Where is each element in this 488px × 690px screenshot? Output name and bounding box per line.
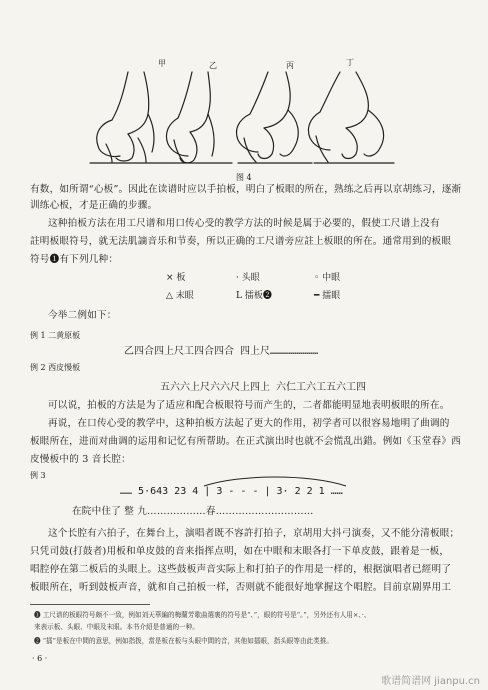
body-line-b1: 可以说，拍板的方法是为了适应和配合板眼符号而产生的，二者都能明显地表明板眼的所在。 xyxy=(48,400,450,411)
figure-label-bing: 丙 xyxy=(286,61,294,70)
body-line-c3: 唱腔停在第二板后的头眼上。这些鼓板声音实际上和打拍子的作用是一样的，根据演唱者已經明了 xyxy=(30,564,452,575)
example-1-notes: 乙四合四上尺工四合四合 四上尺…………………… xyxy=(124,346,319,357)
hand-illustrations xyxy=(88,68,408,166)
body-line-c4: 板眼所在，听到鼓板声音，就和自己拍板一样，否则就不能很好地掌握这个唱腔。目前京剧界用工 xyxy=(30,582,452,593)
body-line-c1: 这个长腔有六拍子，在舞台上，演唱者既不容許打拍子，京胡用大抖弓演奏，又不能分清板眼； xyxy=(48,528,460,539)
figure-label-yi: 乙 xyxy=(209,61,217,70)
footnote-1a: ❶ 工尺谱的板眼符号颇不一致，例如刘天華編的梅蘭芳歌曲選裏的符号是“、”，眼的符号是“。”，另外还有人用×、·、 xyxy=(34,611,371,619)
symbol-leiban: L 擂板❷ xyxy=(236,291,272,301)
example-2-label: 例 2 西皮慢板 xyxy=(30,363,81,372)
body-line-a2: 训练心板，才是正确的步骤。 xyxy=(30,200,158,211)
figure-caption: 图 4 xyxy=(236,173,252,182)
figure-label-ding: 丁 xyxy=(346,58,354,67)
symbol-zhongyan: ◦ 中眼 xyxy=(314,273,341,283)
symbol-leiyan: ━ 擂眼 xyxy=(314,291,341,301)
example-3-notes: …… 5·643 23 4 | 3 - - - | 3· 2 2 1 …… xyxy=(120,486,343,497)
body-line-a4: 註明板眼符号，就无法肌謫音乐和节奏，所以正确的工尺谱旁应註上板眼的所在。通常用到的板眼 xyxy=(30,236,452,247)
example-2-notes: 五六六上尺六六尺上四上 六仁工六工五六工四 xyxy=(160,382,367,393)
body-line-b3: 板眼所在，进而对曲调的运用和记忆有所帮助。在正式演出时也就不会慌乱出錯。例如《玉堂春》西 xyxy=(30,436,461,447)
body-line-b2: 再说，在口传心受的教学中，这种拍板方法起了更大的作用，初学者可以很容易地明了曲调的 xyxy=(48,418,450,429)
footnote-1b: 来表示板、头眼、中眼及末眼。本书介紹是普通的一种。 xyxy=(34,623,199,631)
example-3-lyric: 在院中住了 整 九………………春………………………… xyxy=(72,506,314,517)
body-line-a3: 这种拍板方法在用工尺谱和用口传心受的教学方法的时候是属于必要的，假使工尺谱上没有 xyxy=(48,218,440,229)
symbol-touyan: · 头眼 xyxy=(236,273,260,283)
body-line-c2: 只凭司鼓(打鼓者)用板和单皮鼓的音来指挥点明，如在中眼和末眼各打一下单皮鼓，跟着是一板， xyxy=(30,546,450,557)
footnote-2: ❷ “擂”是板在中間的意思，例如指拨，當是板在板与头眼中間的音，其他如擂眼，指头眼等由此类推。 xyxy=(34,637,333,645)
page-number: · 6 · xyxy=(32,654,48,663)
body-line-a1: 有数，如所谓“心板”。因此在读谱时应以手拍板，明白了板眼的所在，熟练之后再以京胡练习，逐渐 xyxy=(30,184,462,195)
symbol-ban: × 板 xyxy=(166,273,186,283)
symbol-moyan: △ 末眼 xyxy=(166,291,194,301)
example-3-label: 例 3 xyxy=(30,471,46,480)
body-line-b4: 皮慢板中的 3 音长腔： xyxy=(30,454,131,465)
examples-intro: 今举二例如下： xyxy=(48,310,117,321)
body-line-a5: 符号❶有下列几种： xyxy=(30,254,119,265)
figure-label-jia: 甲 xyxy=(158,59,166,68)
example-1-label: 例 1 二黄原板 xyxy=(30,331,81,340)
watermark: 歌谱简谱网 jianpu.cn xyxy=(381,676,480,687)
footnote-divider xyxy=(30,604,150,605)
